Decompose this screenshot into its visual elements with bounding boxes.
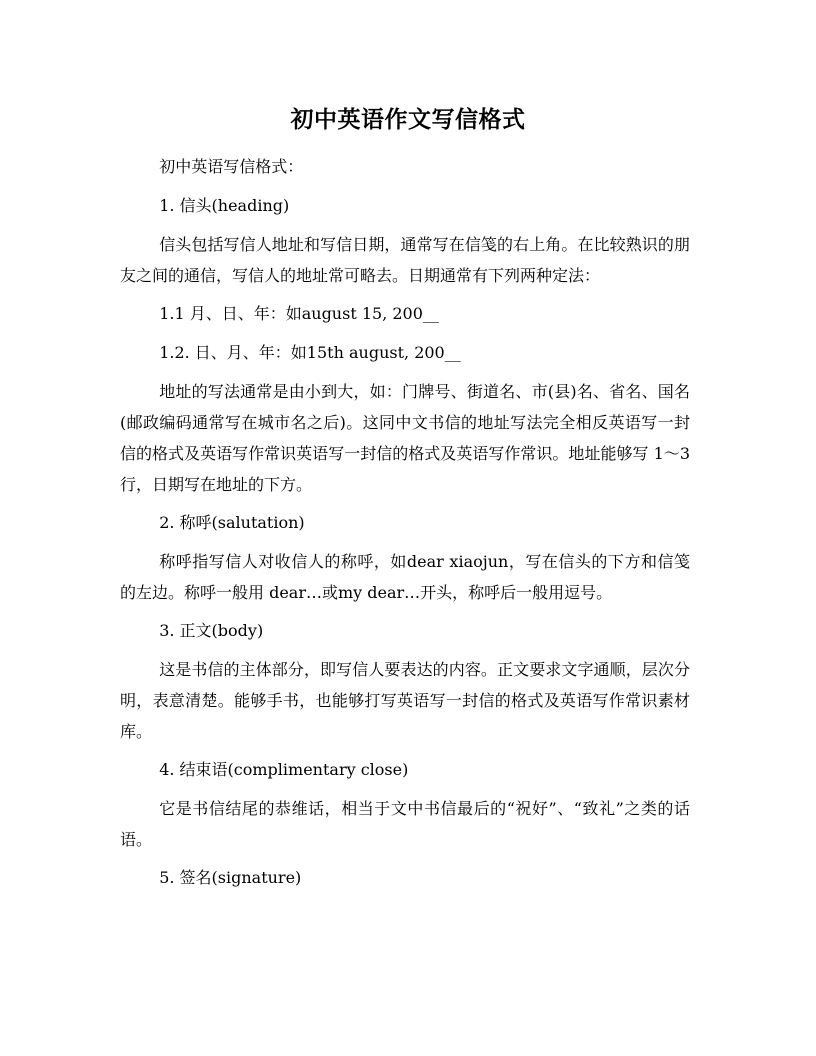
section-heading-signature: 5. 签名(signature) — [159, 868, 302, 887]
document-title: 初中英语作文写信格式 — [290, 107, 526, 133]
document-body — [120, 151, 690, 901]
date-format-2: 1.2. 日、月、年：如15th august, 200__ — [159, 343, 461, 362]
section-heading-salutation: 2. 称呼(salutation) — [159, 513, 305, 532]
intro-line: 初中英语写信格式： — [159, 157, 304, 176]
date-format-1: 1.1 月、日、年：如august 15, 200__ — [159, 304, 439, 323]
section-heading-body: 3. 正文(body) — [159, 621, 264, 640]
close-description: 它是书信结尾的恭维话，相当于文中书信最后的“祝好”、“致礼”之类的话语。 — [120, 799, 690, 849]
salutation-description: 称呼指写信人对收信人的称呼，如dear xiaojun，写在信头的下方和信笺的左边。称呼一般用 dear…或my dear…开头，称呼后一般用逗号。 — [120, 552, 690, 602]
heading-description: 信头包括写信人地址和写信日期，通常写在信笺的右上角。在比较熟识的朋友之间的通信，写信人的地址常可略去。日期通常有下列两种定法： — [120, 235, 690, 285]
section-heading-heading: 1. 信头(heading) — [159, 196, 290, 215]
section-heading-close: 4. 结束语(complimentary close) — [159, 760, 409, 779]
address-description: 地址的写法通常是由小到大，如：门牌号、街道名、市(县)名、省名、国名(邮政编码通常写在城市名之后)。这同中文书信的地址写法完全相反英语写一封信的格式及英语写作常识英语写一封信的格式及英语写作常识。地址能够写 1～3 行，日期写在地址的下方。 — [120, 382, 690, 494]
body-description: 这是书信的主体部分，即写信人要表达的内容。正文要求文字通顺，层次分明，表意清楚。能够手书，也能够打写英语写一封信的格式及英语写作常识素材库。 — [120, 660, 690, 741]
